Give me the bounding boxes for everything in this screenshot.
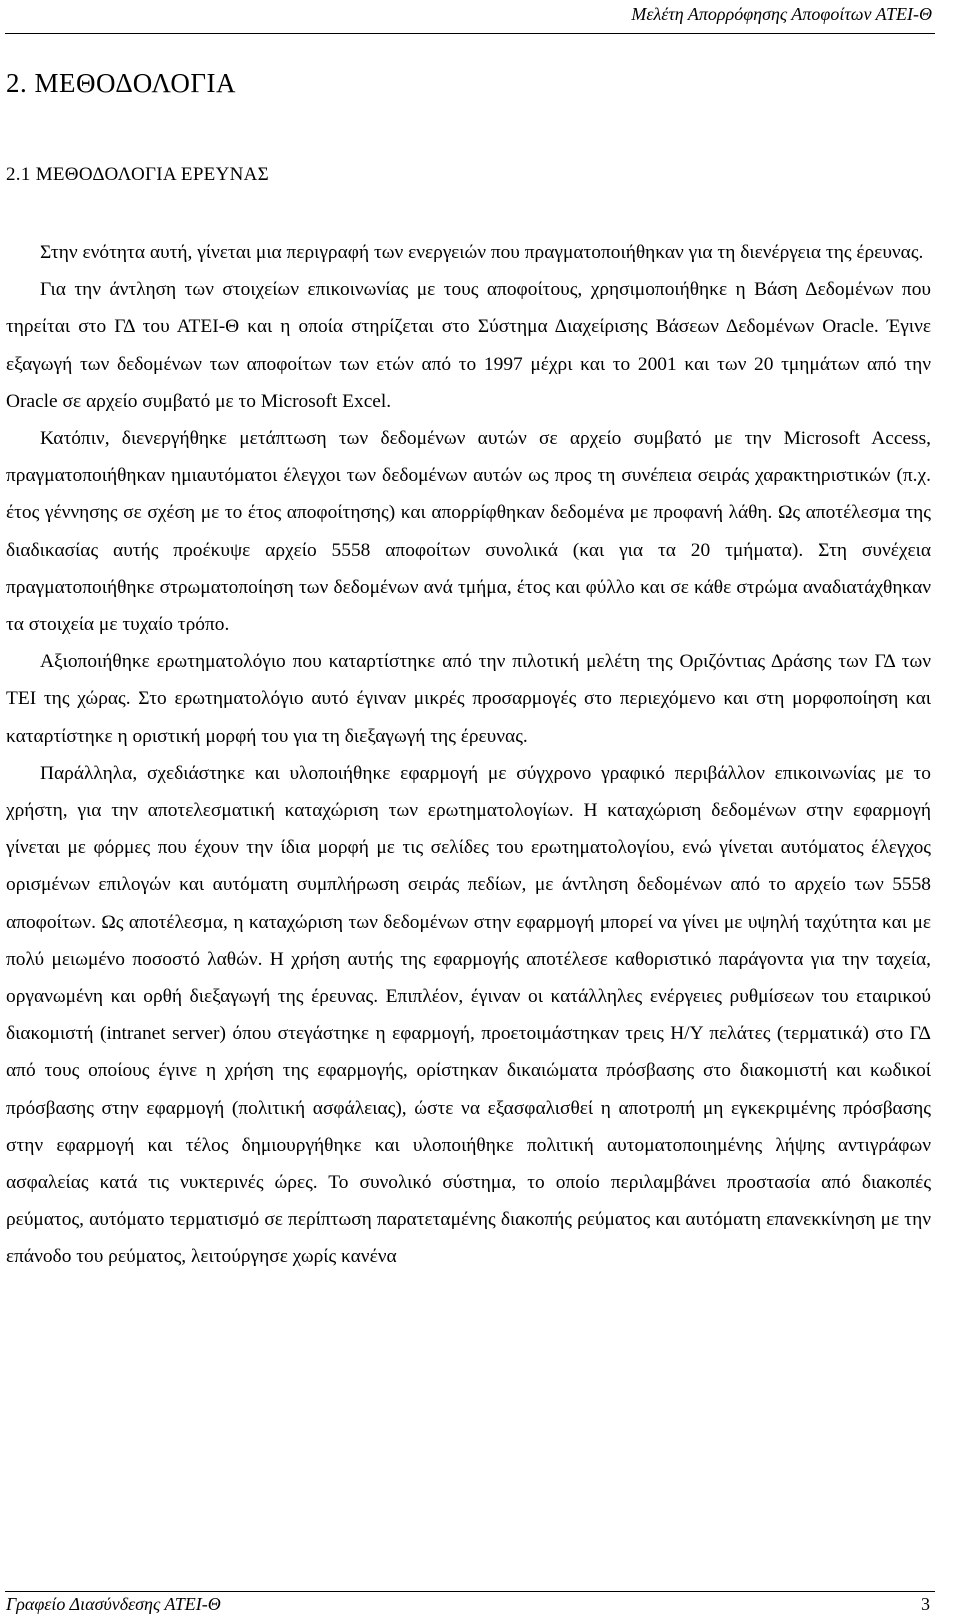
paragraph: Κατόπιν, διενεργήθηκε μετάπτωση των δεδομένων αυτών σε αρχείο συμβατό με την Microsoft Access, πραγματοποιήθηκαν ημιαυτόματοι έλεγχοι των δεδομένων αυτών ως προς τη συνέπεια σειράς χαρακτηριστικών (π.χ. έτος γέννησης σε σχέση με το έτος αποφοίτησης) και απορρίφθηκαν δεδομένα με προφανή λάθη. Ως αποτέλεσμα της διαδικασίας αυτής προέκυψε αρχείο 5558 αποφοίτων συνολικά (και για τα 20 τμήματα). Στη συνέχεια πραγματοποιήθηκε στρωματοποίηση των δεδομένων ανά τμήμα, έτος και φύλλο και σε κάθε στρώμα αναδιατάχθηκαν τα στοιχεία με τυχαίο τρόπο. [6, 428, 931, 636]
body-text [6, 234, 931, 1276]
running-header: Μελέτη Απορρόφησης Αποφοίτων ΑΤΕΙ-Θ [631, 4, 932, 24]
page-content [6, 66, 931, 1276]
paragraph: Στην ενότητα αυτή, γίνεται μια περιγραφή των ενεργειών που πραγματοποιήθηκαν για τη διενέργεια της έρευνας. [40, 242, 924, 263]
paragraph: Παράλληλα, σχεδιάστηκε και υλοποιήθηκε εφαρμογή με σύγχρονο γραφικό περιβάλλον επικοινωνίας με το χρήστη, για την αποτελεσματική καταχώριση των ερωτηματολογίων. Η καταχώριση δεδομένων στην εφαρμογή γίνεται με φόρμες που έχουν την ίδια μορφή με τις σελίδες του ερωτηματολογίου, ενώ γίνεται αυτόματος έλεγχος ορισμένων επιλογών και αυτόματη συμπλήρωση σειράς πεδίων, με άντληση δεδομένων από το αρχείο των 5558 αποφοίτων. Ως αποτέλεσμα, η καταχώριση των δεδομένων στην εφαρμογή μπορεί να γίνει με υψηλή ταχύτητα και με πολύ μειωμένο ποσοστό λαθών. Η χρήση αυτής της εφαρμογής αποτέλεσε καθοριστικό παράγοντα για την ταχεία, οργανωμένη και ορθή διεξαγωγή της έρευνας. Επιπλέον, έγιναν οι κατάλληλες ενέργειες ρυθμίσεων του εταιρικού διακομιστή (intranet server) όπου στεγάστηκε η εφαρμογή, προετοιμάστηκαν τρεις Η/Υ πελάτες (τερματικά) στο ΓΔ από τους οποίους έγινε η χρήση της εφαρμογής, ορίστηκαν δικαιώματα πρόσβασης στο διακομιστή και κωδικοί πρόσβασης στην εφαρμογή (πολιτική ασφάλειας), ώστε να εξασφαλισθεί η αποτροπή μη εγκεκριμένης πρόσβασης στην εφαρμογή και τέλος δημιουργήθηκε και υλοποιήθηκε πολιτική αυτοματοποιημένης λήψης αντιγράφων ασφαλείας κατά τις νυκτερινές ώρες. Το συνολικό σύστημα, το οποίο περιλαμβάνει προστασία από διακοπές ρεύματος, αυτόματο τερματισμό σε περίπτωση παρατεταμένης διακοπής ρεύματος και αυτόματη επανεκκίνηση με την επάνοδο του ρεύματος, λειτούργησε χωρίς κανένα [6, 762, 931, 1268]
footer-office-name: Γραφείο Διασύνδεσης ΑΤΕΙ-Θ [6, 1594, 221, 1614]
section-title: 2.1 ΜΕΘΟΔΟΛΟΓΙΑ ΕΡΕΥΝΑΣ [6, 164, 270, 185]
page-number: 3 [921, 1594, 930, 1614]
chapter-title: 2. ΜΕΘΟΔΟΛΟΓΙΑ [6, 68, 236, 98]
paragraph: Για την άντληση των στοιχείων επικοινωνίας με τους αποφοίτους, χρησιμοποιήθηκε η Βάση Δεδομένων που τηρείται στο ΓΔ του ΑΤΕΙ-Θ και η οποία στηρίζεται στο Σύστημα Διαχείρισης Βάσεων Δεδομένων Oracle. Έγινε εξαγωγή των δεδομένων των αποφοίτων των ετών από το 1997 μέχρι και το 2001 και των 20 τμημάτων από την Oracle σε αρχείο συμβατό με το Microsoft Excel. [6, 279, 931, 412]
header-divider [5, 33, 935, 34]
paragraph: Αξιοποιήθηκε ερωτηματολόγιο που καταρτίστηκε από την πιλοτική μελέτη της Οριζόντιας Δράσης των ΓΔ των ΤΕΙ της χώρας. Στο ερωτηματολόγιο αυτό έγιναν μικρές προσαρμογές στο περιεχόμενο και στη μορφοποίηση και καταρτίστηκε η οριστική μορφή του για τη διεξαγωγή της έρευνας. [6, 651, 931, 747]
